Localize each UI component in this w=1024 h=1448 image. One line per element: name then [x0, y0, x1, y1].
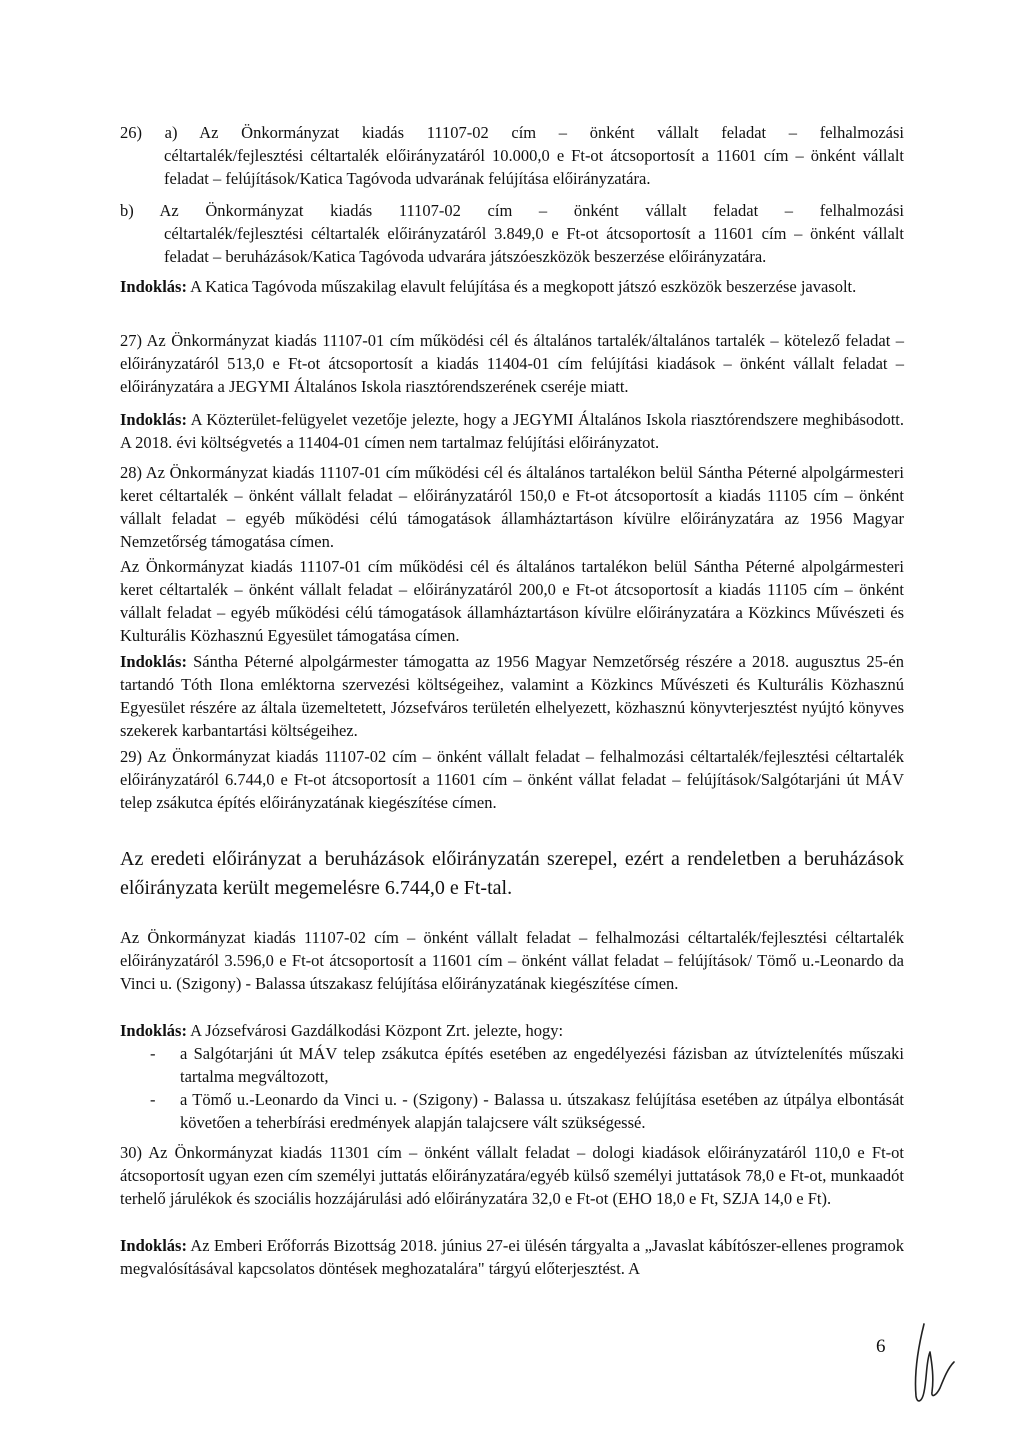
list-dash: -	[150, 1090, 156, 1109]
reasoning-29-list	[120, 1042, 904, 1134]
item-29-text: 29) Az Önkormányzat kiadás 11107-02 cím – önként vállalt feladat – felhalmozási céltartalék/fejlesztési céltartalék előirányzatáról 6.744,0 e Ft-ot átcsoportosít a 11601 cím – önként vállat feladat – felújítások/Salgótarjáni út MÁV telep zsákutca építés előirányzatának kiegészítése címen.	[120, 747, 904, 812]
item-26b-first-line: b) Az Önkormányzat kiadás 11107-02 cím – önként vállalt feladat – felhalmozási	[120, 201, 904, 220]
item-29-note-text: Az eredeti előirányzat a beruházások előirányzatán szerepel, ezért a rendeletben a beruházások előirányzata került megemelésre 6.744,0 e Ft-tal.	[120, 848, 904, 899]
item-27	[120, 329, 904, 398]
reasoning-text: A Józsefvárosi Gazdálkodási Központ Zrt. jelezte, hogy:	[186, 1021, 564, 1040]
list-item	[120, 1088, 904, 1134]
reasoning-26	[120, 275, 904, 298]
list-dash: -	[150, 1044, 156, 1063]
item-30-text: 30) Az Önkormányzat kiadás 11301 cím – önként vállalt feladat – dologi kiadások előirányzatáról 110,0 e Ft-ot átcsoportosít ugyan ezen cím személyi juttatás előirányzatára/egyéb külső személyi juttatások 78,0 e Ft-ot, munkaadót terhelő járulékok és szociális hozzájárulási adó előirányzatára 32,0 e Ft-ot (EHO 18,0 e Ft, SZJA 14,0 e Ft).	[120, 1143, 904, 1208]
item-29b-text: Az Önkormányzat kiadás 11107-02 cím – önként vállalt feladat – felhalmozási céltartalék/fejlesztési céltartalék előirányzatáról 3.596,0 e Ft-ot átcsoportosít a 11601 cím – önként vállat feladat – felújítások/ Tömő u.-Leonardo da Vinci u. (Szigony) - Balassa útszakasz felújítása előirányzatának kiegészítése címen.	[120, 928, 904, 993]
item-28b	[120, 555, 904, 647]
list-item-text: a Salgótarjáni út MÁV telep zsákutca építés esetében az engedélyezési fázisban az útvíztelenítés műszaki tartalma megváltozott,	[180, 1044, 904, 1086]
item-29b	[120, 926, 904, 995]
item-26a-text: céltartalék/fejlesztési céltartalék előirányzatáról 10.000,0 e Ft-ot átcsoportosít a 11601 cím – önként vállalt feladat – felújítások/Katica Tagóvoda udvarának felújítása előirányzatára.	[164, 146, 904, 188]
reasoning-29-paragraph	[120, 1019, 904, 1042]
reasoning-26-paragraph	[120, 275, 904, 298]
reasoning-label: Indoklás:	[120, 410, 187, 429]
item-26a	[120, 121, 904, 190]
item-28b-text: Az Önkormányzat kiadás 11107-01 cím működési cél és általános tartalékon belül Sántha Péterné alpolgármesteri keret céltartalék – önként vállalt feladat – előirányzatáról 200,0 e Ft-ot átcsoportosít a kiadás 11105 cím – önként vállalt feladat – egyéb működési célú támogatások államháztartáson kívülre előirányzatára a Közkincs Művészeti és Kulturális Közhasznú Egyesület támogatása címen.	[120, 557, 904, 645]
reasoning-28-paragraph	[120, 650, 904, 742]
reasoning-label: Indoklás:	[120, 1021, 187, 1040]
reasoning-label: Indoklás:	[120, 1236, 187, 1255]
reasoning-text: Az Emberi Erőforrás Bizottság 2018. június 27-ei ülésén tárgyalta a „Javaslat kábítószer-ellenes programok megvalósításával kapcsolatos döntések meghozatalára" tárgyú előterjesztést. A	[120, 1236, 904, 1278]
item-26b	[120, 199, 904, 268]
reasoning-28	[120, 650, 904, 742]
reasoning-text: Sántha Péterné alpolgármester támogatta az 1956 Magyar Nemzetőrség részére a 2018. augusztus 25-én tartandó Tóth Ilona emléktorna szervezési költségeihez, valamint a Közkincs Művészeti és Kulturális Közhasznú Egyesület részére az általa üzemeltetett, Józsefváros területén elhelyezett, közhasznú könyvterjesztést nyújtó könyves szekerek karbantartási költségeihez.	[120, 652, 904, 740]
item-29-note	[120, 845, 904, 903]
item-26b-text: céltartalék/fejlesztési céltartalék előirányzatáról 3.849,0 e Ft-ot átcsoportosít a 11601 cím – önként vállalt feladat – beruházások/Katica Tagóvoda udvarára játszóeszközök beszerzése előirányzatára.	[164, 224, 904, 266]
reasoning-30	[120, 1234, 904, 1280]
reasoning-30-paragraph	[120, 1234, 904, 1280]
page-number: 6	[876, 1336, 886, 1357]
list-item-text: a Tömő u.-Leonardo da Vinci u. - (Szigony) - Balassa u. útszakasz felújítása esetében az útpálya elbontását követően a teherbírási eredmények alapján talajcsere vált szükségessé.	[180, 1090, 904, 1132]
item-27-text: 27) Az Önkormányzat kiadás 11107-01 cím működési cél és általános tartalék/általános tartalék – kötelező feladat – előirányzatáról 513,0 e Ft-ot átcsoportosít a kiadás 11404-01 cím felújítási kiadások – önként vállalt feladat – előirányzatára a JEGYMI Általános Iskola riasztórendszerének cseréje miatt.	[120, 331, 904, 396]
reasoning-29	[120, 1019, 904, 1134]
reasoning-27-paragraph	[120, 408, 904, 454]
list-item	[120, 1042, 904, 1088]
reasoning-text: A Közterület-felügyelet vezetője jelezte, hogy a JEGYMI Általános Iskola riasztórendszere meghibásodott. A 2018. évi költségvetés a 11404-01 címen nem tartalmaz felújítási előirányzatot.	[120, 410, 904, 452]
item-28a	[120, 461, 904, 553]
item-28a-text: 28) Az Önkormányzat kiadás 11107-01 cím működési cél és általános tartalékon belül Sántha Péterné alpolgármesteri keret céltartalék – önként vállalt feladat – előirányzatáról 150,0 e Ft-ot átcsoportosít a kiadás 11105 cím – önként vállalt feladat – egyéb működési célú támogatások államháztartáson kívülre előirányzatára az 1956 Magyar Nemzetőrség támogatása címen.	[120, 463, 904, 551]
signature-mark	[896, 1318, 966, 1408]
reasoning-label: Indoklás:	[120, 652, 187, 671]
item-29	[120, 745, 904, 814]
reasoning-label: Indoklás:	[120, 277, 187, 296]
item-26a-first-line: 26) a) Az Önkormányzat kiadás 11107-02 cím – önként vállalt feladat – felhalmozási	[120, 123, 904, 142]
reasoning-text: A Katica Tagóvoda műszakilag elavult felújítása és a megkopott játszó eszközök beszerzése javasolt.	[186, 277, 857, 296]
item-30	[120, 1141, 904, 1210]
reasoning-27	[120, 408, 904, 454]
